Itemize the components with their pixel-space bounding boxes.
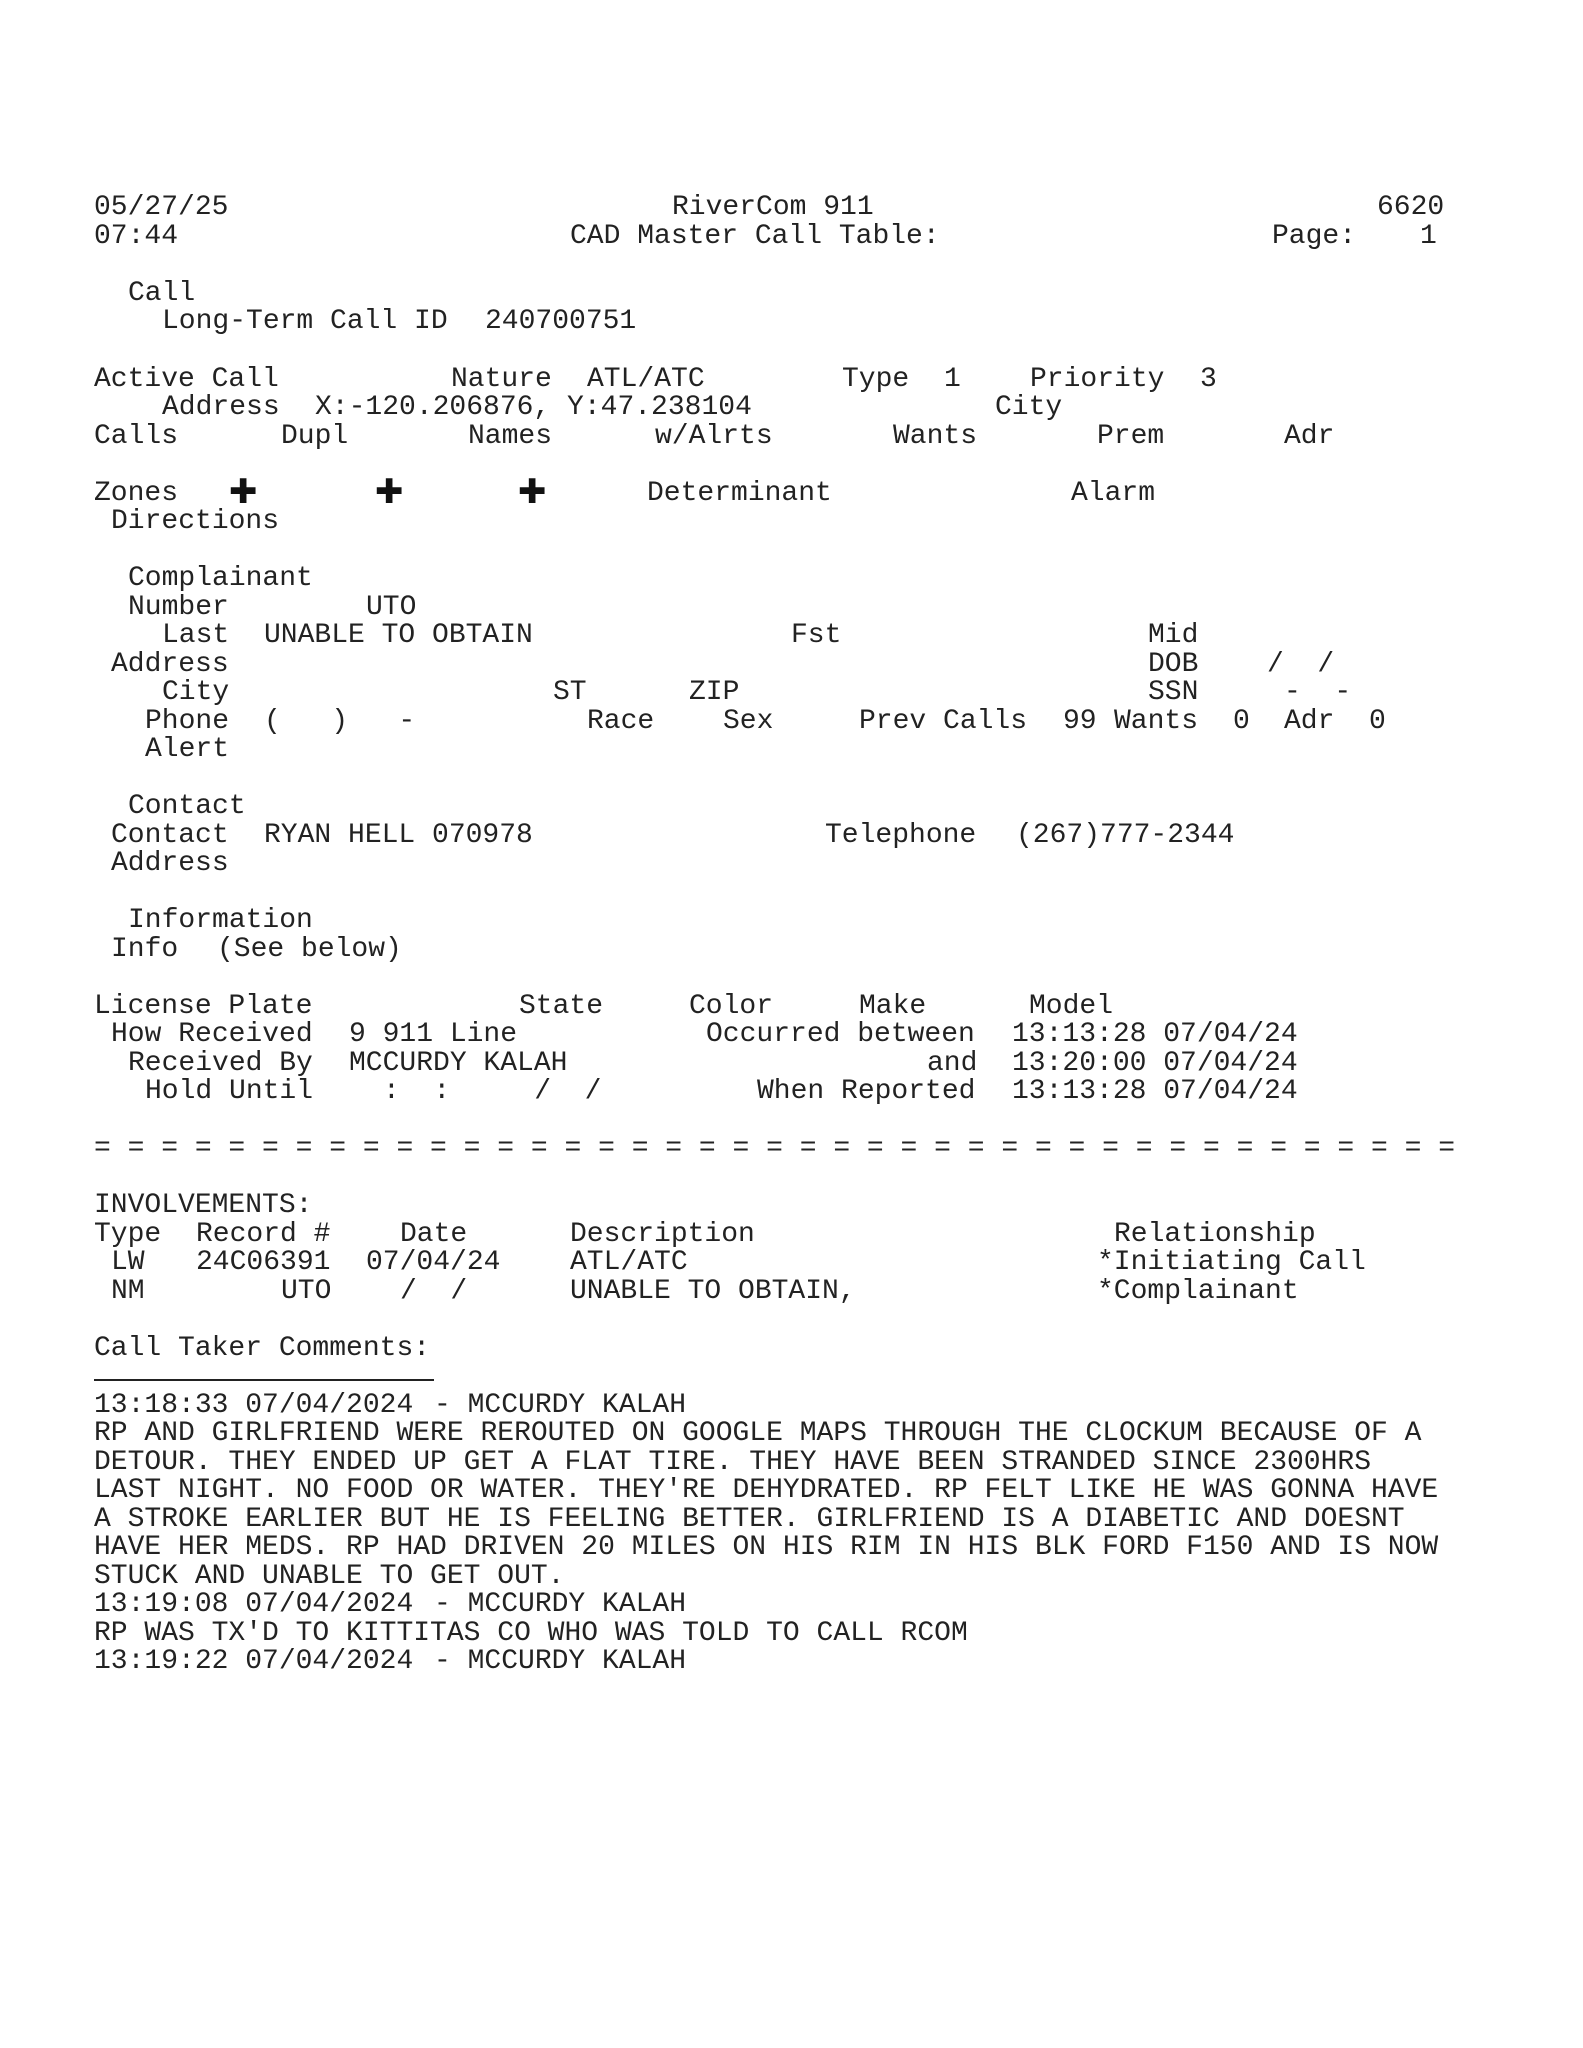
comp-fst-label: Fst — [791, 620, 842, 651]
active-call-label: Active Call — [94, 364, 279, 395]
make-label: Make — [859, 991, 927, 1022]
comment-line: HAVE HER MEDS. RP HAD DRIVEN 20 MILES ON HIS RIM IN HIS BLK FORD F150 AND IS NOW — [94, 1532, 1439, 1563]
comment-line: DETOUR. THEY ENDED UP GET A FLAT TIRE. THEY HAVE BEEN STRANDED SINCE 2300HRS — [94, 1447, 1372, 1478]
comment-author: - MCCURDY KALAH — [434, 1589, 687, 1620]
info-value: (See below) — [217, 934, 402, 965]
contact-section-label: Contact — [128, 791, 246, 822]
report-title: CAD Master Call Table: — [570, 221, 940, 252]
inv-row-date: 07/04/24 — [366, 1247, 501, 1278]
contact-address-label: Address — [111, 848, 229, 879]
comp-number-label: Number — [128, 592, 229, 623]
inv-row-type: LW — [111, 1247, 145, 1278]
comment-stamp: 13:19:22 07/04/2024 — [94, 1646, 414, 1677]
comp-address-label: Address — [111, 649, 229, 680]
comp-phone-value: ( ) - — [264, 706, 416, 737]
comp-prev-calls-value: 99 — [1063, 706, 1097, 737]
comp-race-label: Race — [587, 706, 655, 737]
received-by-value: MCCURDY KALAH — [349, 1048, 568, 1079]
plus-icon: ✚ — [375, 472, 404, 512]
comment-line: A STROKE EARLIER BUT HE IS FEELING BETTER. GIRLFRIEND IS A DIABETIC AND DOESNT — [94, 1504, 1405, 1535]
license-plate-label: License Plate — [94, 991, 313, 1022]
type-label: Type — [842, 364, 910, 395]
determinant-label: Determinant — [647, 478, 832, 509]
how-received-label: How Received — [111, 1019, 313, 1050]
comp-number-value: UTO — [366, 592, 417, 623]
inv-header-date: Date — [400, 1219, 468, 1250]
comp-ssn-value: - - — [1284, 677, 1352, 708]
hold-until-value: : : / / — [383, 1076, 602, 1107]
priority-value: 3 — [1200, 364, 1217, 395]
calls-label: Calls — [94, 421, 179, 452]
inv-header-type: Type — [94, 1219, 162, 1250]
page-label: Page: — [1272, 221, 1357, 252]
comp-st-label: ST — [553, 677, 587, 708]
comp-alert-label: Alert — [145, 734, 230, 765]
comp-wants-value: 0 — [1233, 706, 1250, 737]
comp-adr-label: Adr — [1284, 706, 1335, 737]
involvements-title: INVOLVEMENTS: — [94, 1190, 313, 1221]
call-section-label: Call — [128, 278, 196, 309]
zones-label: Zones — [94, 478, 179, 509]
directions-label: Directions — [111, 506, 280, 537]
call-address-value: X:-120.206876, Y:47.238104 — [315, 392, 752, 423]
lt-call-id: 240700751 — [485, 306, 637, 337]
alarm-label: Alarm — [1071, 478, 1156, 509]
report-date: 05/27/25 — [94, 192, 229, 223]
model-label: Model — [1029, 991, 1114, 1022]
separator-line: = = = = = = = = = = = = = = = = = = = = = = = = = = = = = = = = = = = = = = = = = — [94, 1133, 1456, 1164]
walrts-label: w/Alrts — [655, 421, 773, 452]
nature-label: Nature — [451, 364, 552, 395]
occurred-between-label: Occurred between — [706, 1019, 975, 1050]
occurred-start: 13:13:28 07/04/24 — [1012, 1019, 1298, 1050]
comment-author: - MCCURDY KALAH — [434, 1390, 687, 1421]
inv-row-relationship: *Complainant — [1097, 1276, 1299, 1307]
inv-header-relationship: Relationship — [1114, 1219, 1316, 1250]
comment-stamp: 13:19:08 07/04/2024 — [94, 1589, 414, 1620]
information-section-label: Information — [128, 905, 313, 936]
inv-row-description: ATL/ATC — [570, 1247, 688, 1278]
when-reported-label: When Reported — [757, 1076, 976, 1107]
wants-label: Wants — [893, 421, 978, 452]
received-by-label: Received By — [128, 1048, 313, 1079]
comp-prev-calls-label: Prev Calls — [859, 706, 1028, 737]
contact-name: RYAN HELL 070978 — [264, 820, 533, 851]
type-value: 1 — [944, 364, 961, 395]
comment-line: LAST NIGHT. NO FOOD OR WATER. THEY'RE DEHYDRATED. RP FELT LIKE HE WAS GONNA HAVE — [94, 1475, 1439, 1506]
report-time: 07:44 — [94, 221, 179, 252]
agency-name: RiverCom 911 — [672, 192, 874, 223]
names-label: Names — [468, 421, 553, 452]
color-label: Color — [689, 991, 774, 1022]
comment-underline — [94, 1379, 434, 1381]
comment-stamp: 13:18:33 07/04/2024 — [94, 1390, 414, 1421]
state-label: State — [519, 991, 604, 1022]
comp-ssn-label: SSN — [1148, 677, 1199, 708]
priority-label: Priority — [1030, 364, 1165, 395]
contact-telephone-label: Telephone — [825, 820, 977, 851]
comp-zip-label: ZIP — [689, 677, 740, 708]
contact-label: Contact — [111, 820, 229, 851]
inv-row-relationship: *Initiating Call — [1097, 1247, 1366, 1278]
and-label: and — [927, 1048, 978, 1079]
page-number: 1 — [1420, 221, 1437, 252]
comp-dob-label: DOB — [1148, 649, 1199, 680]
comment-author: - MCCURDY KALAH — [434, 1646, 687, 1677]
call-city-label: City — [995, 392, 1063, 423]
comment-line: RP AND GIRLFRIEND WERE REROUTED ON GOOGLE MAPS THROUGH THE CLOCKUM BECAUSE OF A — [94, 1418, 1422, 1449]
comp-last-value: UNABLE TO OBTAIN — [264, 620, 533, 651]
inv-row-type: NM — [111, 1276, 145, 1307]
adr-label: Adr — [1284, 421, 1335, 452]
comment-line: STUCK AND UNABLE TO GET OUT. — [94, 1561, 565, 1592]
nature-value: ATL/ATC — [587, 364, 705, 395]
inv-row-record: UTO — [281, 1276, 332, 1307]
inv-row-description: UNABLE TO OBTAIN, — [570, 1276, 856, 1307]
inv-header-record: Record # — [196, 1219, 331, 1250]
dupl-label: Dupl — [281, 421, 349, 452]
report-number: 6620 — [1377, 192, 1445, 223]
inv-header-description: Description — [570, 1219, 755, 1250]
comp-mid-label: Mid — [1148, 620, 1199, 651]
occurred-end: 13:20:00 07/04/24 — [1012, 1048, 1298, 1079]
plus-icon: ✚ — [229, 472, 258, 512]
info-label: Info — [111, 934, 179, 965]
comp-dob-value: / / — [1267, 649, 1335, 680]
inv-row-record: 24C06391 — [196, 1247, 331, 1278]
inv-row-date: / / — [400, 1276, 468, 1307]
comp-last-label: Last — [162, 620, 230, 651]
comp-phone-label: Phone — [145, 706, 230, 737]
complainant-section-label: Complainant — [128, 563, 313, 594]
prem-label: Prem — [1097, 421, 1165, 452]
comments-title: Call Taker Comments: — [94, 1333, 431, 1364]
comp-adr-value: 0 — [1369, 706, 1386, 737]
comment-line: RP WAS TX'D TO KITTITAS CO WHO WAS TOLD TO CALL RCOM — [94, 1618, 968, 1649]
hold-until-label: Hold Until — [145, 1076, 314, 1107]
how-received-value: 9 911 Line — [349, 1019, 518, 1050]
comp-city-label: City — [162, 677, 230, 708]
plus-icon: ✚ — [518, 472, 547, 512]
comp-wants-label: Wants — [1114, 706, 1199, 737]
contact-telephone: (267)777-2344 — [1016, 820, 1235, 851]
when-reported-value: 13:13:28 07/04/24 — [1012, 1076, 1298, 1107]
comp-sex-label: Sex — [723, 706, 774, 737]
call-address-label: Address — [162, 392, 280, 423]
lt-call-id-label: Long-Term Call ID — [162, 306, 448, 337]
